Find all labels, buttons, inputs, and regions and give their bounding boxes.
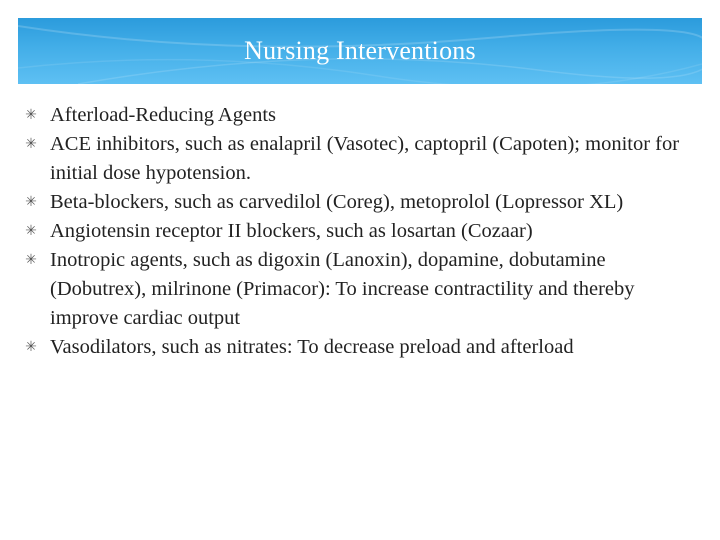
bullet-item bbox=[24, 217, 704, 246]
asterisk-icon: ✳ bbox=[25, 107, 37, 123]
asterisk-icon: ✳ bbox=[25, 136, 37, 152]
asterisk-icon: ✳ bbox=[25, 339, 37, 355]
bullet-item bbox=[24, 101, 704, 130]
bullet-item bbox=[24, 188, 704, 217]
asterisk-icon: ✳ bbox=[25, 252, 37, 268]
bullet-content bbox=[24, 101, 704, 362]
title-banner bbox=[18, 18, 702, 84]
bullet-text: Angiotensin receptor II blockers, such as losartan (Cozaar) bbox=[50, 220, 533, 242]
asterisk-icon: ✳ bbox=[25, 223, 37, 239]
bullet-text: Beta-blockers, such as carvedilol (Coreg), metoprolol (Lopressor XL) bbox=[50, 191, 624, 213]
bullet-text: ACE inhibitors, such as enalapril (Vasotec), captopril (Capoten); monitor for initial dose hypotension. bbox=[50, 133, 680, 184]
bullet-list bbox=[24, 101, 704, 362]
bullet-text: Afterload-Reducing Agents bbox=[50, 104, 277, 126]
slide-title: Nursing Interventions bbox=[244, 36, 476, 65]
bullet-item bbox=[24, 130, 704, 188]
bullet-item bbox=[24, 333, 704, 362]
bullet-text: Inotropic agents, such as digoxin (Lanoxin), dopamine, dobutamine (Dobutrex), milrinone (Primacor): To increase contractility and thereby improve cardiac output bbox=[50, 249, 635, 329]
asterisk-icon: ✳ bbox=[25, 194, 37, 210]
bullet-text: Vasodilators, such as nitrates: To decrease preload and afterload bbox=[50, 336, 574, 358]
bullet-item bbox=[24, 246, 704, 333]
